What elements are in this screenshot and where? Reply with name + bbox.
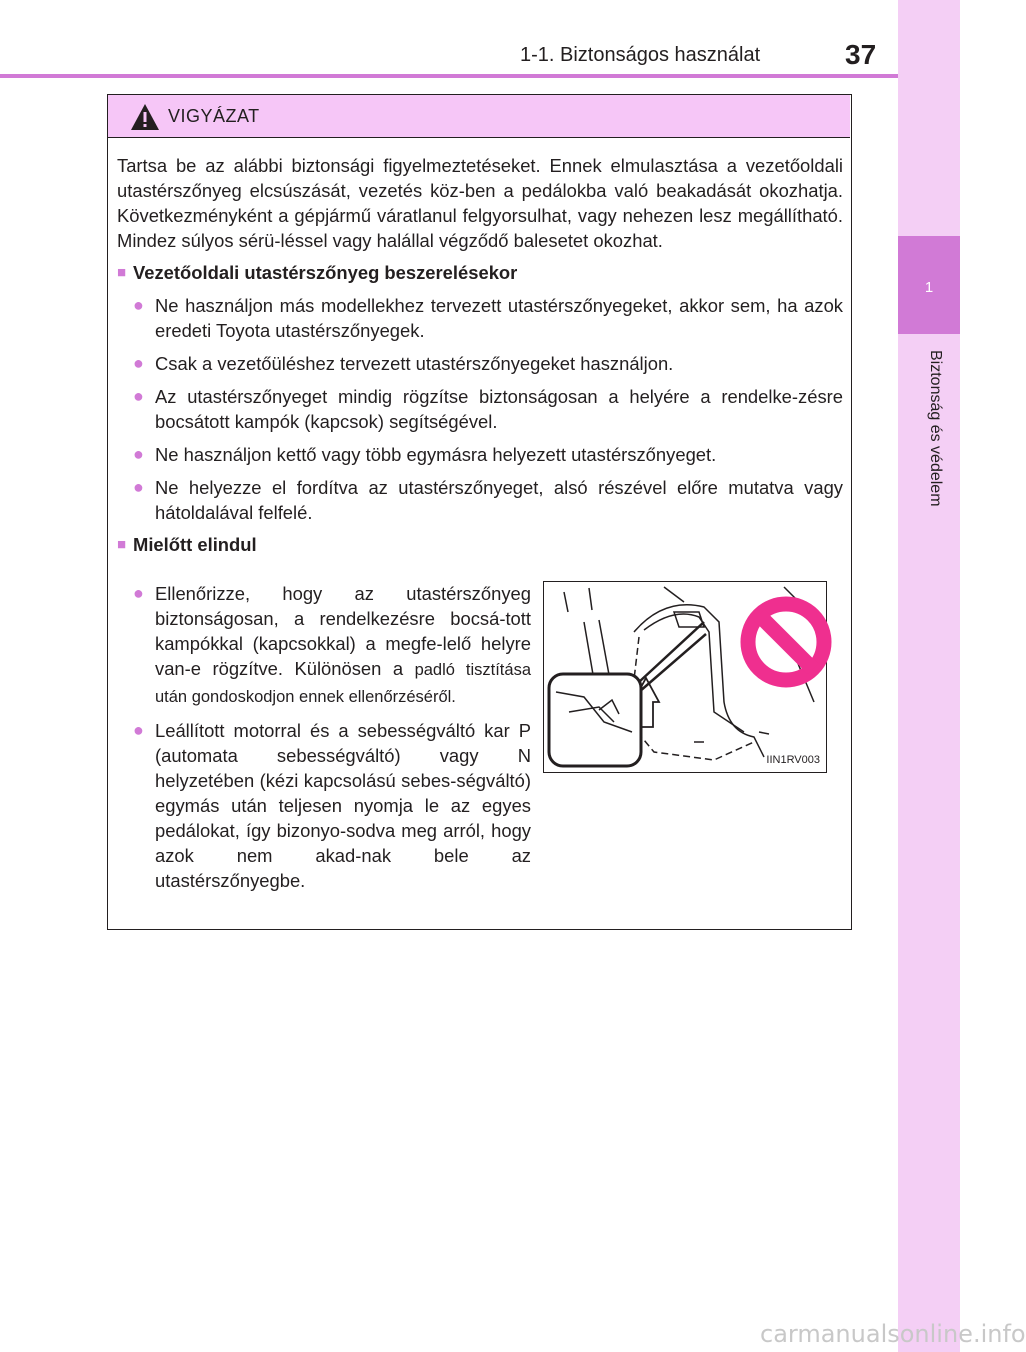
header-divider [0, 74, 898, 78]
round-bullet-icon: ● [133, 353, 144, 373]
warning-content [117, 153, 843, 557]
section-heading-text: Mielőtt elindul [133, 534, 257, 555]
list-item-text-small: padló tisztítása után gondoskodjon ennek ellenőrzéséről. [155, 661, 531, 706]
list-item-text: Leállított motorral és a sebességváltó kar P (automata sebességváltó) vagy N helyzetében (kézi kapcsolású sebes-ségváltó) egymás után teljesen nyomja le az egyes pedálokat, így bizonyo-sodva meg arról, hogy azok nem akad-nak bele az utastérszőnyegbe. [155, 720, 531, 891]
round-bullet-icon: ● [133, 444, 144, 464]
list-item [117, 442, 843, 467]
warning-header [108, 95, 850, 138]
warning-intro: Tartsa be az alábbi biztonsági figyelmeztetéseket. Ennek elmulasztása a vezetőoldali utastérszőnyeg elcsúszását, vezetés köz-ben a pedálokba való beakadását okozhatja. Következményként a gépjármű váratlanul felgyorsulhat, vagy nehezen lesz megállítható. Mindez súlyos sérü-léssel vagy halállal végződő balesetet okozhat. [117, 155, 843, 251]
list-item-text: Ne használjon kettő vagy több egymásra helyezett utastérszőnyeget. [155, 444, 717, 465]
list-item [117, 384, 843, 434]
list-item [117, 293, 843, 343]
section-heading-text: Vezetőoldali utastérszőnyeg beszerelésekor [133, 262, 518, 283]
page-header-title: 1-1. Biztonságos használat [520, 44, 761, 66]
section-heading-installation [117, 260, 843, 285]
list-item-text: Ne használjon más modellekhez tervezett utastérszőnyegeket, akkor sem, ha azok eredeti Toyota utastérszőnyegek. [155, 295, 843, 341]
chapter-side-tab [898, 0, 960, 1352]
round-bullet-icon: ● [133, 295, 144, 315]
warning-box [107, 94, 852, 930]
before-driving-list [117, 573, 531, 893]
list-item-text-main: Ellenőrizze, hogy az utastérszőnyeg biztonságosan, a rendelkezésre bocsá-tott kampókkal (kapcsokkal) a megfe-lelő helyre van-e rögzítve. Különösen a [155, 583, 531, 679]
round-bullet-icon: ● [133, 386, 144, 406]
round-bullet-icon: ● [133, 583, 144, 603]
floor-mat-drawing [544, 582, 825, 771]
square-bullet-icon: ■ [117, 264, 127, 281]
chapter-label: Biztonság és védelem [927, 350, 944, 507]
section-heading-before-driving [117, 532, 843, 557]
round-bullet-icon: ● [133, 477, 144, 497]
warning-triangle-icon [130, 103, 160, 131]
list-item [117, 351, 843, 376]
footer-watermark: carmanualsonline.info [760, 1320, 1026, 1348]
figure-code: IIN1RV003 [766, 754, 820, 766]
square-bullet-icon: ■ [117, 536, 127, 553]
floor-mat-illustration [543, 581, 827, 773]
round-bullet-icon: ● [133, 720, 144, 740]
chapter-number: 1 [924, 279, 934, 296]
list-item-text: Ne helyezze el fordítva az utastérszőnyeget, alsó részével előre mutatva vagy hátoldalával felfelé. [155, 477, 843, 523]
list-item-text [155, 581, 531, 710]
page-number: 37 [845, 39, 877, 70]
list-item [117, 718, 531, 893]
list-item-text: Csak a vezetőüléshez tervezett utastérszőnyegeket használjon. [155, 353, 674, 374]
list-item-text: Az utastérszőnyeget mindig rögzítse biztonságosan a helyére a rendelke-zésre bocsátott kampók (kapcsok) segítségével. [155, 386, 843, 432]
list-item [117, 581, 531, 710]
list-item [117, 475, 843, 525]
warning-title: VIGYÁZAT [168, 106, 260, 126]
